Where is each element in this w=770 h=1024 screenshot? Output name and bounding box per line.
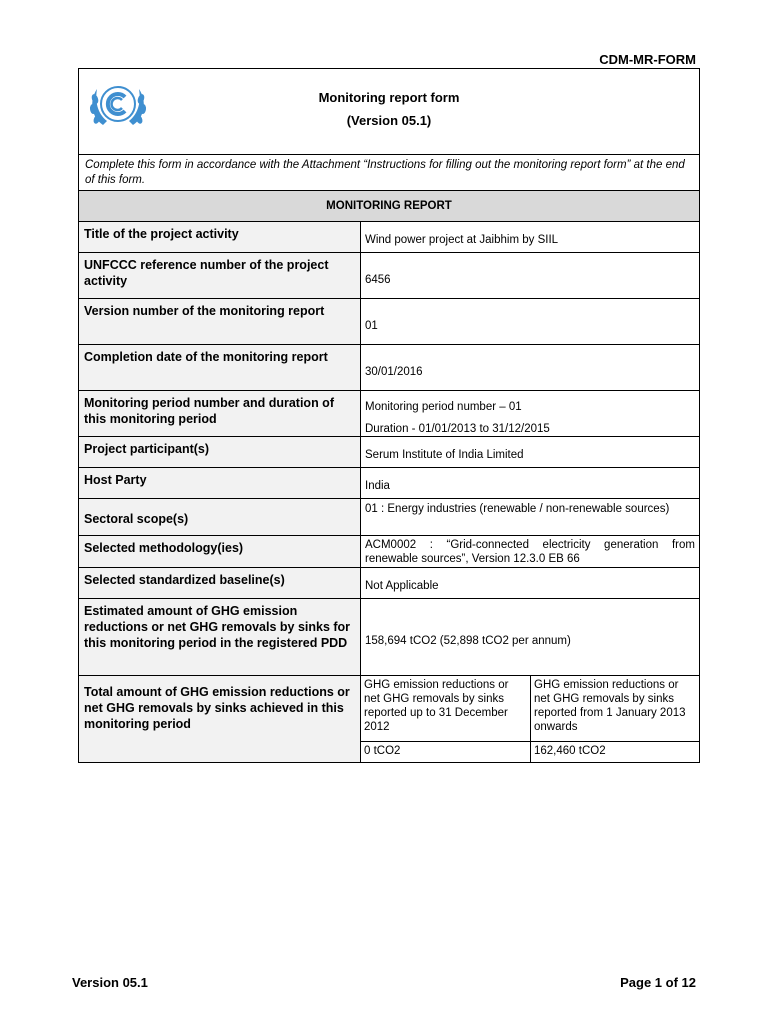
row-completion-date <box>79 345 699 391</box>
row-version-number <box>79 299 699 345</box>
reductions-up-to-2012-value: 0 tCO2 <box>364 745 401 757</box>
row-value: 30/01/2016 <box>360 345 699 390</box>
form-code: CDM-MR-FORM <box>599 52 696 67</box>
form-title: Monitoring report form <box>318 90 460 105</box>
footer-page-number: Page 1 of 12 <box>620 975 696 990</box>
row-value <box>360 676 699 762</box>
row-label: Total amount of GHG emission reductions or net GHG removals by sinks achieved in this monitoring period <box>79 676 360 762</box>
row-label: Completion date of the monitoring report <box>79 345 360 390</box>
row-value: Serum Institute of India Limited <box>360 437 699 467</box>
row-standardized-baseline <box>79 568 699 599</box>
row-project-participants <box>79 437 699 468</box>
row-label: UNFCCC reference number of the project activity <box>79 253 360 298</box>
reductions-up-to-2012-header: GHG emission reductions or net GHG removals by sinks reported up to 31 December 2012 <box>364 679 509 733</box>
form-version: (Version 05.1) <box>346 113 432 128</box>
row-value: Wind power project at Jaibhim by SIIL <box>360 222 699 252</box>
row-value: 158,694 tCO2 (52,898 tCO2 per annum) <box>360 599 699 675</box>
row-methodology <box>79 536 699 568</box>
split-header-row <box>361 676 699 742</box>
row-label: Selected standardized baseline(s) <box>79 568 360 598</box>
instructions-text: Complete this form in accordance with the Attachment “Instructions for filling out the monitoring report form” at the end of this form. <box>79 155 699 191</box>
monitoring-report-frame <box>78 68 700 763</box>
form-header <box>79 69 699 155</box>
row-label: Monitoring period number and duration of this monitoring period <box>79 391 360 436</box>
row-value: Not Applicable <box>360 568 699 598</box>
row-value: 01 : Energy industries (renewable / non-renewable sources) <box>360 499 699 535</box>
row-value: 01 <box>360 299 699 344</box>
period-duration: Duration - 01/01/2013 to 31/12/2015 <box>365 423 550 435</box>
row-monitoring-period <box>79 391 699 437</box>
row-label: Selected methodology(ies) <box>79 536 360 567</box>
row-value: 6456 <box>360 253 699 298</box>
reductions-from-2013-header: GHG emission reductions or net GHG removals by sinks reported from 1 January 2013 onwards <box>530 676 699 741</box>
row-reference-number <box>79 253 699 299</box>
row-label: Sectoral scope(s) <box>79 499 360 535</box>
row-label: Version number of the monitoring report <box>79 299 360 344</box>
split-value-row <box>361 742 699 762</box>
row-sectoral-scope <box>79 499 699 536</box>
row-value: India <box>360 468 699 498</box>
row-estimated-amount <box>79 599 699 676</box>
section-title: MONITORING REPORT <box>79 191 699 222</box>
row-label: Host Party <box>79 468 360 498</box>
row-label: Project participant(s) <box>79 437 360 467</box>
row-project-title <box>79 222 699 253</box>
row-value: ACM0002 : “Grid-connected electricity generation from renewable sources”, Version 12.3.0 EB 66 <box>360 536 699 567</box>
row-label: Estimated amount of GHG emission reductions or net GHG removals by sinks for this monitoring period in the registered PDD <box>79 599 360 675</box>
period-number: Monitoring period number – 01 <box>365 401 522 413</box>
row-value <box>360 391 699 436</box>
row-total-amount <box>79 676 699 762</box>
footer-version: Version 05.1 <box>72 975 148 990</box>
row-host-party <box>79 468 699 499</box>
reductions-from-2013-value: 162,460 tCO2 <box>530 742 699 762</box>
row-label: Title of the project activity <box>79 222 360 252</box>
